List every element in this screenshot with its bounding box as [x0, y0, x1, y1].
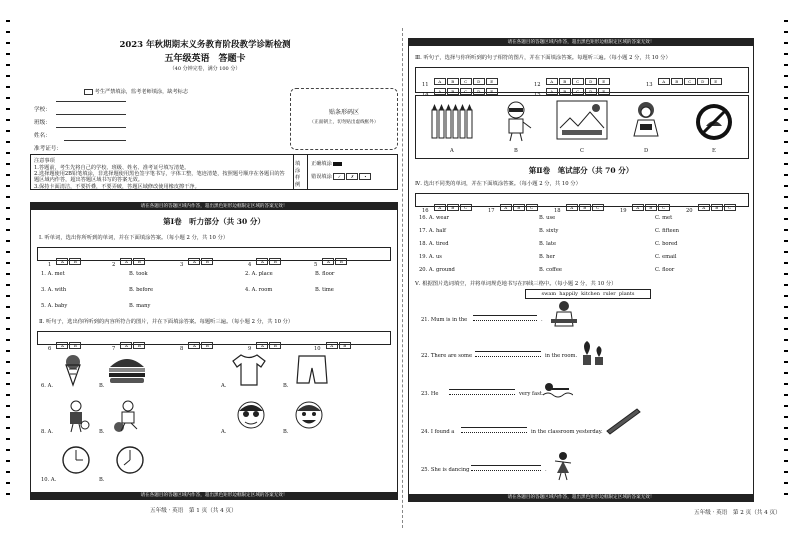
school-field[interactable]: [56, 101, 126, 102]
name-label: 姓名：: [34, 133, 51, 139]
q3-12-D[interactable]: D: [585, 78, 597, 85]
q4-opt-18c: C. bored: [655, 241, 678, 247]
q1-2-B[interactable]: B: [133, 258, 145, 265]
no-eating-sign-picture: [694, 102, 734, 142]
q1-item-5: 5 A B: [314, 251, 348, 270]
q4-opt-17b: B. sixty: [539, 228, 559, 234]
q2-10-A[interactable]: A: [326, 342, 338, 349]
fill-correct-label: 正确填涂: [311, 161, 332, 167]
right-timing-marks: [784, 20, 788, 504]
q1-3-B[interactable]: B: [201, 258, 213, 265]
q2-label-9b: B.: [283, 429, 289, 435]
q3-picture-strip: [415, 95, 749, 159]
right-top-banner: 请在各题目的答题区域内作答，超出黑色矩形边框限定区域的答案无效！: [409, 39, 753, 46]
q1-opt-2b: B. floor: [315, 271, 335, 277]
q5-s25-pre: 25. She is dancing: [421, 467, 470, 473]
q3-13-D[interactable]: D: [697, 78, 709, 85]
q4-18-A[interactable]: A: [566, 204, 578, 211]
q5-s21-guide: [473, 320, 537, 321]
q3-12-B[interactable]: B: [559, 78, 571, 85]
plants-room-picture: [579, 337, 607, 367]
q1-4-A[interactable]: A: [256, 258, 268, 265]
face-smile-picture: [293, 399, 325, 431]
left-bottom-banner: 请在各题目的答题区域内作答，超出黑色矩形边框限定区域的答案无效！: [31, 492, 397, 499]
q4-opt-20a: 20. A. ground: [419, 267, 455, 273]
wrong-sample-1: ✓: [333, 173, 345, 180]
swimmer-picture: [543, 379, 573, 399]
q5-instructions: Ⅴ. 根据图片选词填空，并将单词规范地书写在四线三格中。（每小题 2 分，共 10 分）: [415, 281, 617, 287]
notes-item-3: 3.保持卡面清洁，不要折叠，不要弄破，答题区域修改使用橡皮擦干净。: [34, 184, 200, 190]
left-answer-box: [30, 202, 398, 500]
q3-15-A[interactable]: A: [546, 88, 558, 95]
q4-20-C[interactable]: C: [724, 204, 736, 211]
barcode-zone: [290, 88, 398, 150]
school-label: 学校：: [34, 107, 51, 113]
q3-11-E[interactable]: E: [486, 78, 498, 85]
q4-18-B[interactable]: B: [579, 204, 591, 211]
part1-title: 第Ⅰ卷 听力部分（共 30 分）: [163, 217, 265, 226]
q4-bubble-row: [415, 193, 749, 214]
absent-mark-row: [84, 88, 254, 95]
q1-1-A[interactable]: A: [56, 258, 68, 265]
q1-1-B[interactable]: B: [69, 258, 81, 265]
q4-item-19: 19 A B C: [620, 197, 671, 216]
q2-7-A[interactable]: A: [120, 342, 132, 349]
q3-11-C[interactable]: C: [460, 78, 472, 85]
barcode-title: 贴条形码区: [328, 109, 359, 116]
q2-8-B[interactable]: B: [201, 342, 213, 349]
word-swam: swam: [541, 291, 557, 297]
q3-14-D[interactable]: D: [473, 88, 485, 95]
student-info: [34, 96, 284, 152]
q3-11-D[interactable]: D: [473, 78, 485, 85]
q5-s25-guide: [471, 470, 541, 471]
fill-divider: [307, 155, 308, 189]
fill-wrong-label: 错误填涂: [311, 174, 332, 180]
q3-11-A[interactable]: A: [434, 78, 446, 85]
q2-bubble-row: [37, 331, 391, 352]
q3-13-A[interactable]: A: [658, 78, 670, 85]
q4-20-A[interactable]: A: [698, 204, 710, 211]
q5-s21-answer-line[interactable]: [473, 315, 537, 316]
q2-9-B[interactable]: B: [269, 342, 281, 349]
notes-box: [30, 154, 398, 190]
q4-opt-17a: 17. A. half: [419, 228, 446, 234]
q4-item-18: 18 A B C: [554, 197, 605, 216]
absent-mark-note: 考生严禁填涂，监考老师填涂，缺考标志: [94, 89, 189, 95]
q4-opt-20c: C. floor: [655, 267, 675, 273]
q4-19-A[interactable]: A: [632, 204, 644, 211]
q4-opt-17c: C. fifteen: [655, 228, 680, 234]
q2-item-8: 8 A B: [180, 335, 214, 354]
q5-s22-pre: 22. There are some: [421, 353, 473, 359]
page-divider: [402, 28, 403, 528]
notes-divider: [293, 155, 294, 189]
q4-opt-18b: B. late: [539, 241, 557, 247]
q3-pic-label-e: E: [712, 148, 716, 154]
q1-opt-4a: 4. A. room: [245, 287, 273, 293]
q1-opt-1b: B. took: [129, 271, 148, 277]
q1-bubble-row: [37, 247, 391, 268]
q3-14-B[interactable]: B: [447, 88, 459, 95]
football-player-picture: [111, 399, 145, 433]
q3-15-C[interactable]: C: [572, 88, 584, 95]
q3-15-E[interactable]: E: [598, 88, 610, 95]
right-bottom-banner: 请在各题目的答题区域内作答，超出黑色矩形边框限定区域的答案无效！: [409, 494, 753, 501]
ruler-picture: [605, 407, 641, 435]
q3-instructions: Ⅲ. 听句子，选择与你所听到的句子相符的图片，并在下面填涂答案。每题听三遍。（每小题 2 分，共 10 分）: [415, 55, 671, 61]
q3-14-A[interactable]: A: [434, 88, 446, 95]
q1-opt-3a: 3. A. with: [41, 287, 67, 293]
q3-12-E[interactable]: E: [598, 78, 610, 85]
q4-item-17: 17 A B C: [488, 197, 539, 216]
wrong-sample-2: ✗: [346, 173, 358, 180]
q3-12-A[interactable]: A: [546, 78, 558, 85]
exam-id-field[interactable]: [64, 140, 126, 141]
q2-label-9a: A.: [221, 429, 227, 435]
q3-pic-label-d: D: [644, 148, 649, 154]
q3-13-B[interactable]: B: [671, 78, 683, 85]
mum-cooking-picture: [549, 299, 579, 329]
q3-pic-label-b: B: [514, 148, 518, 154]
shorts-picture: [295, 353, 329, 387]
sheet-subtitle: 五年级英语 答题卡: [164, 54, 246, 64]
word-ruler: ruler: [603, 291, 616, 297]
q2-label-7a: A.: [221, 383, 227, 389]
q4-instructions: Ⅳ. 选出不同类的单词，并在下面填涂答案。（每小题 2 分，共 10 分）: [415, 181, 581, 187]
q1-opt-2a: 2. A. place: [245, 271, 273, 277]
q4-item-16: 16 A B C: [422, 197, 473, 216]
q4-17-C[interactable]: C: [526, 204, 538, 211]
q2-label-8b: B.: [99, 429, 105, 435]
q3-item-11: 11 A B C D E: [422, 71, 499, 90]
q1-instructions: Ⅰ. 听单词，选出你所听到的单词，并在下面填涂答案。（每小题 2 分，共 10 分）: [39, 235, 229, 241]
notes-item-1: 1.答题前，考生先将自己的学校、班级、姓名、准考证号填写清楚。: [34, 165, 190, 171]
q5-s24-guide: [461, 432, 527, 433]
q1-item-4: 4 A B: [248, 251, 282, 270]
q3-item-12: 12 A B C D E: [534, 71, 611, 90]
q1-item-3: 3 A B: [180, 251, 214, 270]
q3-14-E[interactable]: E: [486, 88, 498, 95]
q2-item-9: 9 A B: [248, 335, 282, 354]
q2-item-10: 10 A B: [314, 335, 352, 354]
q5-s22-answer-line[interactable]: [475, 351, 541, 352]
q4-opt-20b: B. coffee: [539, 267, 562, 273]
exam-title: 2023 年秋期期末义务教育阶段教学诊断检测: [119, 40, 291, 50]
q3-item-15: 15 A B C D E: [534, 81, 611, 100]
q5-s25-post: .: [545, 467, 547, 473]
q3-12-C[interactable]: C: [572, 78, 584, 85]
q5-s23-guide: [449, 394, 515, 395]
q4-opt-19a: 19. A. us: [419, 254, 442, 260]
right-answer-box: [408, 38, 754, 502]
q1-item-2: 2 A B: [112, 251, 146, 270]
q4-20-B[interactable]: B: [711, 204, 723, 211]
notes-title: 注意事项: [34, 158, 55, 164]
pencils-picture: [430, 102, 474, 140]
q2-label-8a: 8. A.: [41, 429, 53, 435]
left-timing-marks: [6, 20, 10, 504]
right-page: [408, 38, 781, 533]
basketball-player-picture: [61, 399, 91, 433]
q1-2-A[interactable]: A: [120, 258, 132, 265]
notes-item-2: 2.选择题使用2B铅笔填涂，非选择题使用黑色签字笔书写，字体工整，笔迹清楚，按照题号顺序在各题目的答题区域内作答，超出答题区域书写的答案无效。: [34, 171, 285, 183]
q1-5-B[interactable]: B: [335, 258, 347, 265]
q4-19-C[interactable]: C: [658, 204, 670, 211]
q5-s22-guide: [475, 356, 541, 357]
q1-opt-5a: 5. A. baby: [41, 303, 68, 309]
q2-label-10b: B.: [99, 477, 105, 483]
wrong-sample-3: •: [359, 173, 371, 180]
q4-opt-16a: 16. A. wear: [419, 215, 450, 221]
q2-label-7b: B.: [283, 383, 289, 389]
girl-dancing-picture: [551, 451, 575, 481]
q3-15-D[interactable]: D: [585, 88, 597, 95]
q3-pic-label-a: A: [450, 148, 454, 154]
clock-a-picture: [61, 445, 91, 475]
word-plants: plants: [618, 291, 635, 297]
word-bank: [525, 289, 651, 299]
q2-item-7: 7 A B: [112, 335, 146, 354]
q5-s23-pre: 23. He: [421, 391, 439, 397]
left-footer: 五年级 · 英语 第 1 页（共 4 页）: [150, 508, 237, 514]
part2-title: 第Ⅱ卷 笔试部分（共 70 分）: [528, 166, 634, 175]
q2-label-6b: B.: [99, 383, 105, 389]
clock-b-picture: [115, 445, 145, 475]
q1-opt-4b: B. time: [315, 287, 334, 293]
q4-19-B[interactable]: B: [645, 204, 657, 211]
word-happily: happily: [559, 291, 578, 297]
left-page: [20, 30, 400, 530]
left-top-banner: 请在各题目的答题区域内作答，超出黑色矩形边框限定区域的答案无效！: [31, 203, 397, 210]
q3-pic-label-c: C: [580, 148, 584, 154]
q5-s24-answer-line[interactable]: [461, 427, 527, 428]
q4-opt-16b: B. use: [539, 215, 556, 221]
q4-16-C[interactable]: C: [460, 204, 472, 211]
q5-s23-answer-line[interactable]: [449, 389, 515, 390]
q2-7-B[interactable]: B: [133, 342, 145, 349]
hamburger-picture: [107, 355, 147, 385]
q2-item-6: 6 A B: [48, 335, 82, 354]
q3-13-E[interactable]: E: [710, 78, 722, 85]
q4-17-B[interactable]: B: [513, 204, 525, 211]
absent-checkbox[interactable]: [84, 89, 93, 95]
q2-label-10a: 10. A.: [41, 477, 57, 483]
q5-s22-post: in the room.: [545, 353, 578, 359]
q3-item-14: 14 A B C D E: [422, 81, 499, 100]
right-footer: 五年级 · 英语 第 2 页（共 4 页）: [694, 510, 781, 516]
q2-9-A[interactable]: A: [256, 342, 268, 349]
q3-13-C[interactable]: C: [684, 78, 696, 85]
q4-opt-18a: 18. A. tired: [419, 241, 449, 247]
q4-item-20: 20 A B C: [686, 197, 737, 216]
notes-content: [34, 157, 286, 190]
class-label: 班级：: [34, 120, 51, 126]
q2-6-B[interactable]: B: [69, 342, 81, 349]
name-field[interactable]: [56, 127, 126, 128]
q2-instructions: Ⅱ. 听句子，选出你所听到的内容所符合的图片，并在下面填涂答案。每题听三遍。（每小题 2 分，共 10 分）: [39, 319, 294, 325]
q1-opt-5b: B. many: [129, 303, 151, 309]
t-shirt-picture: [231, 353, 267, 387]
q4-18-C[interactable]: C: [592, 204, 604, 211]
fill-correct: [311, 160, 342, 167]
word-kitchen: kitchen: [581, 291, 600, 297]
q4-opt-16c: C. met: [655, 215, 673, 221]
boy-sunglasses-picture: [498, 100, 534, 142]
q3-14-C[interactable]: C: [460, 88, 472, 95]
q5-s23-post: very fast.: [519, 391, 544, 397]
q2-10-B[interactable]: B: [339, 342, 351, 349]
q1-5-A[interactable]: A: [322, 258, 334, 265]
q4-17-A[interactable]: A: [500, 204, 512, 211]
q2-8-A[interactable]: A: [188, 342, 200, 349]
park-scene-picture: [556, 100, 608, 140]
q4-opt-19b: B. her: [539, 254, 556, 260]
q1-4-B[interactable]: B: [269, 258, 281, 265]
q1-opt-3b: B. before: [129, 287, 154, 293]
time-note: （40 分钟完卷，满分 100 分）: [169, 66, 241, 72]
q3-11-B[interactable]: B: [447, 78, 459, 85]
q5-s21-post: .: [541, 317, 543, 323]
q3-15-B[interactable]: B: [559, 88, 571, 95]
fill-example-label: 填涂样例: [295, 161, 301, 188]
q1-3-A[interactable]: A: [188, 258, 200, 265]
class-field[interactable]: [56, 114, 126, 115]
q5-s21-pre: 21. Mum is in the: [421, 317, 468, 323]
q5-s24-pre: 24. I found a: [421, 429, 455, 435]
filled-bubble-sample: [333, 162, 342, 166]
ice-cream-picture: [61, 353, 85, 387]
q4-16-A[interactable]: A: [434, 204, 446, 211]
girl-reading-picture: [628, 100, 664, 142]
q2-label-6a: 6. A.: [41, 383, 53, 389]
q1-item-1: 1 A B: [48, 251, 82, 270]
q5-s25-answer-line[interactable]: [471, 465, 541, 466]
q4-16-B[interactable]: B: [447, 204, 459, 211]
barcode-note: （正面朝上，切勿贴出虚线框外）: [309, 120, 379, 125]
exam-id-label: 准考证号：: [34, 146, 62, 152]
q1-opt-1a: 1. A. met: [41, 271, 65, 277]
q5-s24-post: in the classroom yesterday.: [531, 429, 603, 435]
q3-bubble-table: [415, 67, 749, 98]
q4-opt-19c: C. email: [655, 254, 677, 260]
fill-wrong: [311, 173, 372, 180]
q2-6-A[interactable]: A: [56, 342, 68, 349]
q3-item-13: 13 A B C D E: [646, 71, 723, 90]
face-glasses-picture: [235, 399, 267, 431]
